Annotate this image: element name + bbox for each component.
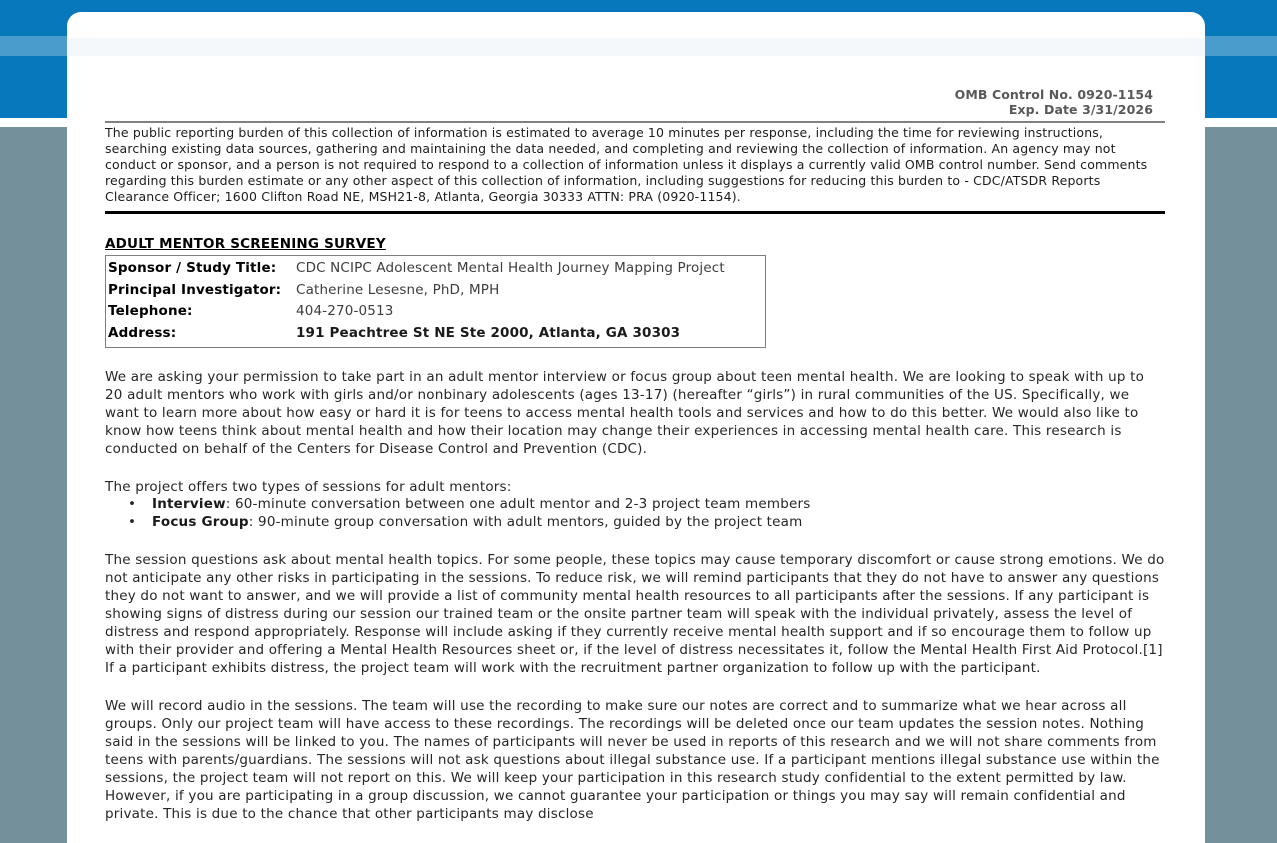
focus-group-term: Focus Group bbox=[152, 513, 249, 530]
survey-card bbox=[67, 12, 1205, 843]
survey-content bbox=[105, 12, 1165, 823]
list-item-text bbox=[152, 514, 803, 532]
survey-title: ADULT MENTOR SCREENING SURVEY bbox=[105, 236, 386, 252]
telephone-value: 404-270-0513 bbox=[296, 303, 394, 319]
interview-description: : 60-minute conversation between one adult mentor and 2-3 project team members bbox=[225, 496, 811, 512]
list-item-interview bbox=[105, 496, 1165, 514]
bullet-icon: • bbox=[128, 513, 137, 530]
risks-paragraph: The session questions ask about mental health topics. For some people, these topics may cause temporary discomfort or cause strong emotions. We do not anticipate any other risks in participating in the sessions. To reduce risk, we will remind participants that they do not have to answer any questions they do not want to answer, and we will provide a list of community mental health resources to all participants after the sessions. If any participant is showing signs of distress during our session our trained team or the onsite partner team will speak with the individual privately, assess the level of distress and respond appropriately. Response will include asking if they currently receive mental health support and if so encourage them to follow up with their provider and offering a Mental Health Resources sheet or, if the level of distress necessitates it, follow the Mental Health First Aid Protocol.[1] If a participant exhibits distress, the project team will work with the recruitment partner organization to follow up with the participant. bbox=[105, 552, 1165, 676]
principal-investigator-value: Catherine Lesesne, PhD, MPH bbox=[296, 281, 500, 298]
omb-control-number: OMB Control No. 0920-1154 bbox=[954, 87, 1153, 102]
list-item-text bbox=[152, 496, 810, 514]
table-row-address bbox=[108, 324, 761, 343]
address-label: Address: bbox=[108, 324, 177, 341]
table-row-telephone bbox=[108, 302, 761, 321]
sessions-intro: The project offers two types of sessions for adult mentors: bbox=[105, 479, 512, 495]
table-row-sponsor bbox=[108, 259, 761, 278]
session-types-list bbox=[105, 496, 1165, 531]
address-value: 191 Peachtree St NE Ste 2000, Atlanta, GA 30303 bbox=[296, 324, 681, 341]
bullet-icon: • bbox=[128, 496, 137, 512]
table-row-principal-investigator bbox=[108, 281, 761, 300]
principal-investigator-label: Principal Investigator: bbox=[108, 281, 282, 298]
burden-statement: The public reporting burden of this collection of information is estimated to average 10 minutes per response, including the time for reviewing instructions, searching existing data sources, gathering and maintaining the data needed, and completing and reviewing the collection of information. An agency may not conduct or sponsor, and a person is not required to respond to a collection of information unless it displays a currently valid OMB control number. Send comments regarding this burden estimate or any other aspect of this collection of information, including suggestions for reducing this burden to - CDC/ATSDR Reports Clearance Officer; 1600 Clifton Road NE, MSH21-8, Atlanta, Georgia 30333 ATTN: PRA (0920-1154). bbox=[105, 121, 1165, 214]
focus-group-description: : 90-minute group conversation with adult mentors, guided by the project team bbox=[248, 513, 803, 530]
list-item-focus-group bbox=[105, 514, 1165, 532]
omb-block bbox=[105, 87, 1165, 117]
recording-confidentiality-paragraph: We will record audio in the sessions. The team will use the recording to make sure our notes are correct and to summarize what we hear across all groups. Only our project team will have access to these recordings. The recordings will be deleted once our team updates the session notes. Nothing said in the sessions will be linked to you. The names of participants will never be used in reports of this research and we will not share comments from teens with parents/guardians. The sessions will not ask questions about illegal substance use. If a participant mentions illegal substance use within the sessions, the project team will not report on this. We will keep your participation in this research study confidential to the extent permitted by law. However, if you are participating in a group discussion, we cannot guarantee your participation or things you may say will remain confidential and private. This is due to the chance that other participants may disclose bbox=[105, 698, 1160, 822]
sponsor-value: CDC NCIPC Adolescent Mental Health Journey Mapping Project bbox=[296, 260, 725, 276]
study-info-table bbox=[105, 255, 766, 348]
telephone-label: Telephone: bbox=[108, 303, 193, 319]
interview-term: Interview bbox=[152, 496, 226, 512]
permission-paragraph: We are asking your permission to take part in an adult mentor interview or focus group about teen mental health. We are looking to speak with up to 20 adult mentors who work with girls and/or nonbinary adolescents (ages 13-17) (hereafter “girls”) in rural communities of the US. Specifically, we want to learn more about how easy or hard it is for teens to access mental health tools and services and how to do this better. We would also like to know how teens think about mental health and how their location may change their experiences in accessing mental health care. This research is conducted on behalf of the Centers for Disease Control and Prevention (CDC). bbox=[105, 369, 1145, 457]
sponsor-label: Sponsor / Study Title: bbox=[108, 260, 277, 276]
omb-exp-date: Exp. Date 3/31/2026 bbox=[1008, 102, 1153, 117]
